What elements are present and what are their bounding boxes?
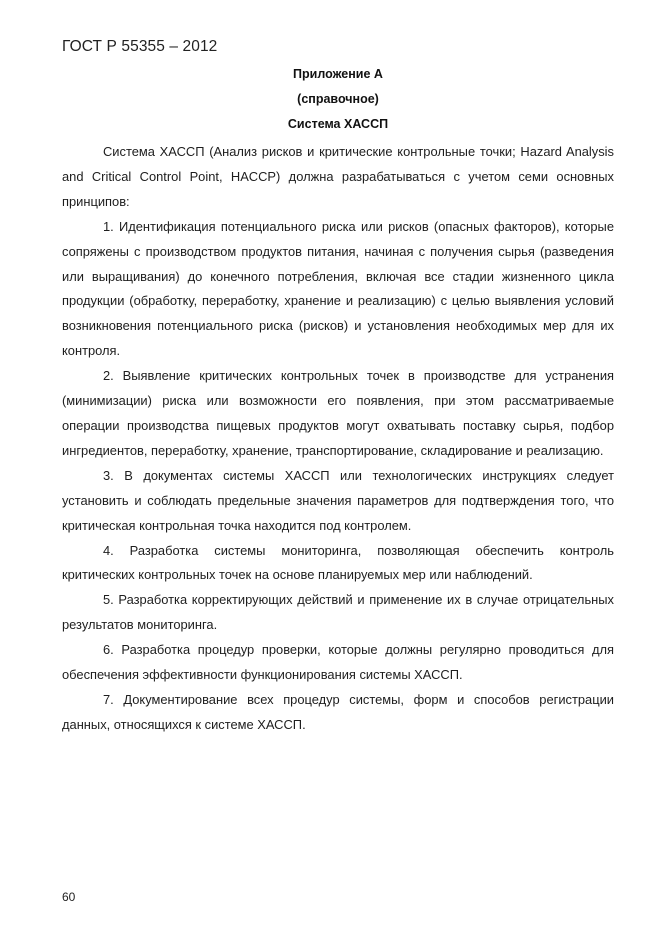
principle-item-5: 5. Разработка корректирующих действий и применение их в случае отрицательных результатов мониторинга. [62, 592, 614, 633]
appendix-title: Приложение А [293, 67, 383, 81]
principle-item-7: 7. Документирование всех процедур системы, форм и способов регистрации данных, относящихся к системе ХАССП. [62, 691, 614, 732]
document-body [62, 140, 614, 738]
principle-item-2: 2. Выявление критических контрольных точек в производстве для устранения (минимизации) риска или возможности его появления, при этом рассматриваемые операции производства пищевых продуктов могут охватывать поставку сырья, подбор ингредиентов, переработку, хранение, транспортирование, складирование и реализацию. [62, 368, 614, 458]
appendix-subject: Система ХАССП [287, 117, 389, 131]
document-code: ГОСТ Р 55355 – 2012 [62, 38, 218, 55]
intro-paragraph: Система ХАССП (Анализ рисков и критические контрольные точки; Hazard Analysis and Critical Control Point, HACCP) должна разрабатываться с учетом семи основных принципов: [62, 144, 614, 209]
principle-item-4: 4. Разработка системы мониторинга, позволяющая обеспечить контроль критических контрольных точек на основе планируемых мер или наблюдений. [62, 542, 614, 583]
principle-item-6: 6. Разработка процедур проверки, которые должны регулярно проводиться для обеспечения эффективности функционирования системы ХАССП. [62, 642, 614, 683]
principle-item-3: 3. В документах системы ХАССП или технологических инструкциях следует установить и соблюдать предельные значения параметров для подтверждения того, что критическая контрольная точка находится под контролем. [62, 467, 614, 533]
appendix-type: (справочное) [297, 92, 379, 106]
page-number: 60 [62, 890, 76, 904]
principle-item-1: 1. Идентификация потенциального риска или рисков (опасных факторов), которые сопряжены с производством продуктов питания, начиная с получения сырья (разведения или выращивания) до конечного потребления, включая все стадии жизненного цикла продукции (обработку, переработку, хранение и реализацию) с целью выявления условий возникновения потенциального риска (рисков) и установления необходимых мер для их контроля. [62, 218, 614, 359]
